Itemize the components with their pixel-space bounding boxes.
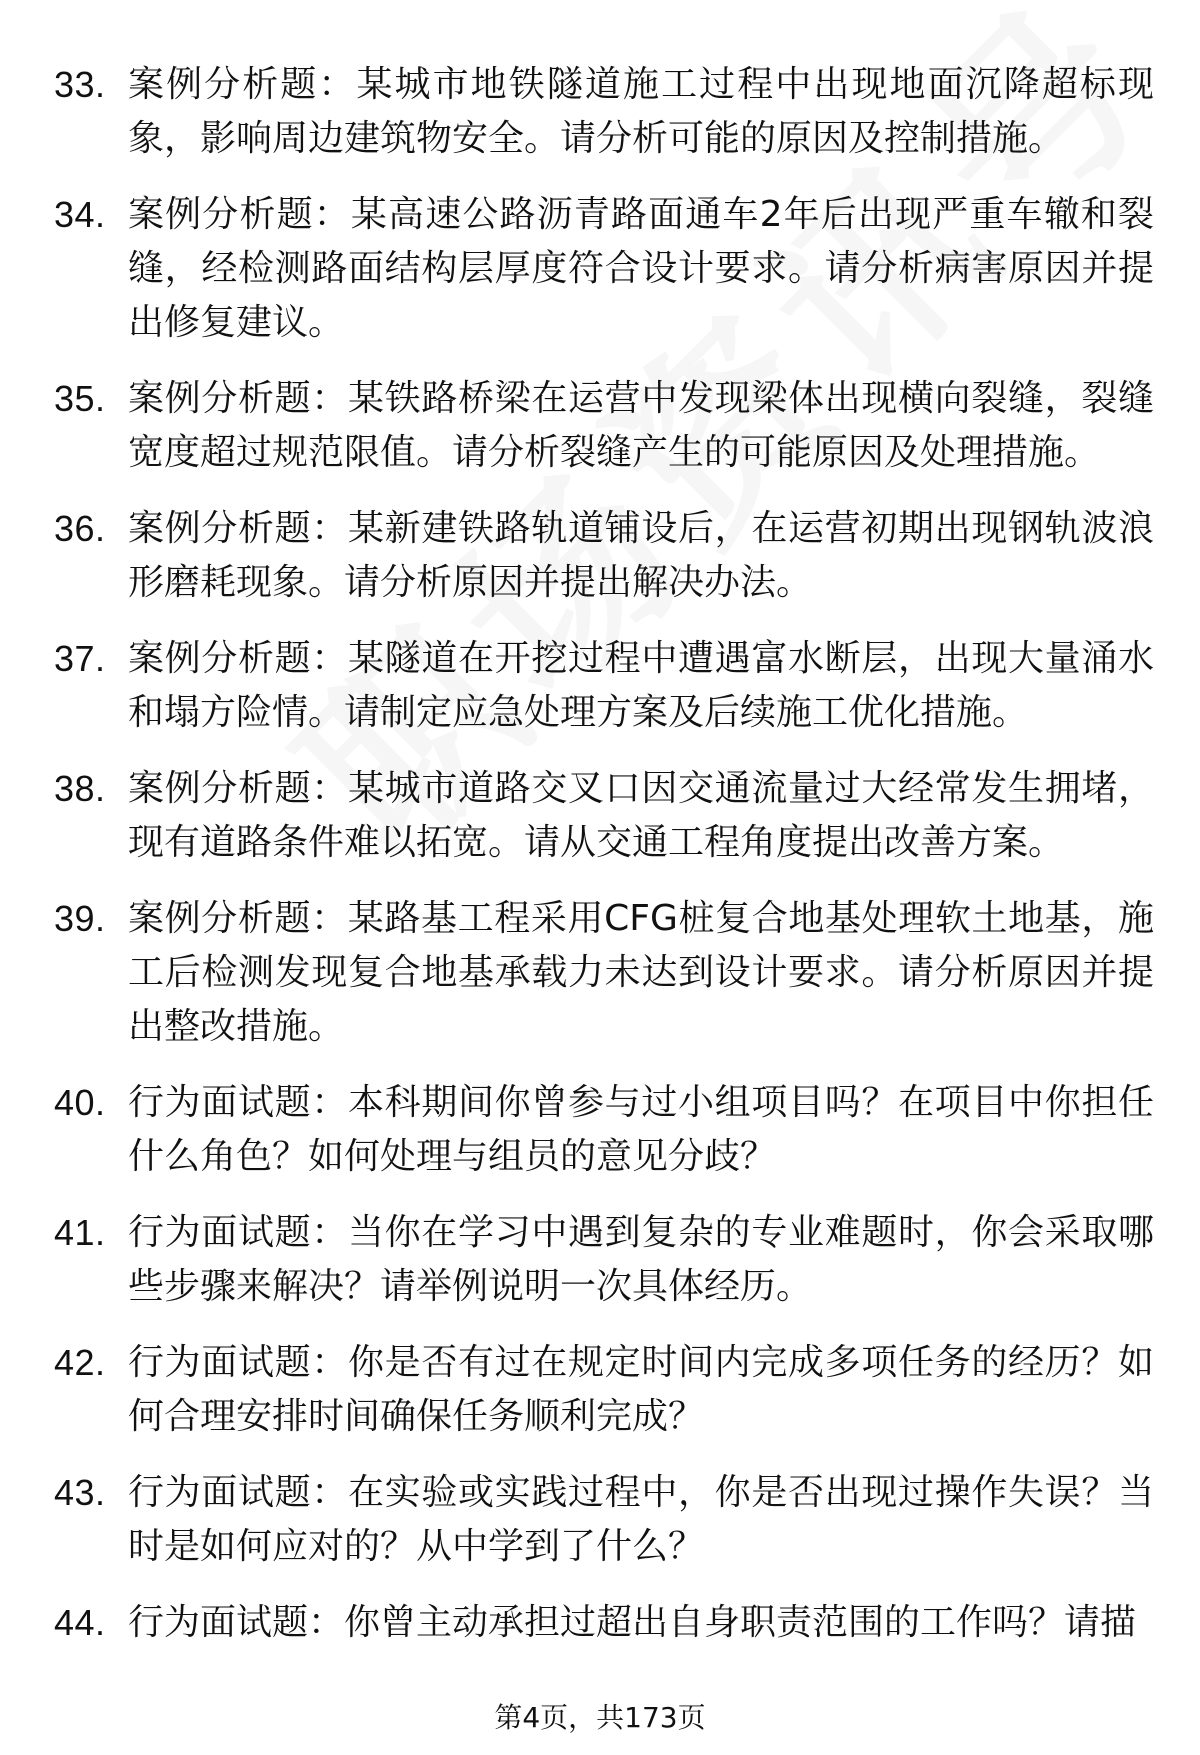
question-text: 案例分析题：某路基工程采用CFG桩复合地基处理软土地基，施工后检测发现复合地基承载力未达到设计要求。请分析原因并提出整改措施。 [128, 898, 1154, 1047]
question-item [54, 892, 1154, 1054]
question-list [54, 58, 1154, 1672]
question-number: 44. [54, 1602, 106, 1643]
question-item [54, 1206, 1154, 1314]
question-text: 案例分析题：某新建铁路轨道铺设后，在运营初期出现钢轨波浪形磨耗现象。请分析原因并提出解决办法。 [128, 508, 1154, 603]
question-number: 36. [54, 508, 106, 549]
question-text: 案例分析题：某高速公路沥青路面通车2年后出现严重车辙和裂缝，经检测路面结构层厚度符合设计要求。请分析病害原因并提出修复建议。 [128, 194, 1154, 343]
question-text: 行为面试题：当你在学习中遇到复杂的专业难题时，你会采取哪些步骤来解决？请举例说明一次具体经历。 [128, 1212, 1154, 1307]
question-item [54, 1596, 1154, 1650]
question-item [54, 188, 1154, 350]
question-item [54, 58, 1154, 166]
question-number: 35. [54, 378, 106, 419]
question-number: 39. [54, 898, 106, 939]
question-item [54, 1076, 1154, 1184]
question-item [54, 632, 1154, 740]
question-number: 40. [54, 1082, 106, 1123]
question-item [54, 1336, 1154, 1444]
question-text: 案例分析题：某隧道在开挖过程中遭遇富水断层，出现大量涌水和塌方险情。请制定应急处理方案及后续施工优化措施。 [128, 638, 1154, 733]
question-text: 案例分析题：某铁路桥梁在运营中发现梁体出现横向裂缝，裂缝宽度超过规范限值。请分析裂缝产生的可能原因及处理措施。 [128, 378, 1154, 473]
question-item [54, 502, 1154, 610]
question-number: 34. [54, 194, 106, 235]
question-text: 行为面试题：在实验或实践过程中，你是否出现过操作失误？当时是如何应对的？从中学到了什么？ [128, 1472, 1154, 1567]
question-text: 案例分析题：某城市地铁隧道施工过程中出现地面沉降超标现象，影响周边建筑物安全。请分析可能的原因及控制措施。 [128, 64, 1154, 159]
question-number: 43. [54, 1472, 106, 1513]
question-number: 42. [54, 1342, 106, 1383]
question-item [54, 1466, 1154, 1574]
question-text: 案例分析题：某城市道路交叉口因交通流量过大经常发生拥堵，现有道路条件难以拓宽。请从交通工程角度提出改善方案。 [128, 768, 1154, 863]
page-number-footer: 第4页，共173页 [494, 1701, 706, 1734]
question-text: 行为面试题：本科期间你曾参与过小组项目吗？在项目中你担任什么角色？如何处理与组员的意见分歧？ [128, 1082, 1154, 1177]
question-item [54, 372, 1154, 480]
question-text: 行为面试题：你曾主动承担过超出自身职责范围的工作吗？请描 [128, 1602, 1137, 1643]
question-text: 行为面试题：你是否有过在规定时间内完成多项任务的经历？如何合理安排时间确保任务顺利完成？ [128, 1342, 1154, 1437]
question-item [54, 762, 1154, 870]
question-number: 41. [54, 1212, 106, 1253]
question-number: 33. [54, 64, 106, 105]
question-number: 37. [54, 638, 106, 679]
question-number: 38. [54, 768, 106, 809]
